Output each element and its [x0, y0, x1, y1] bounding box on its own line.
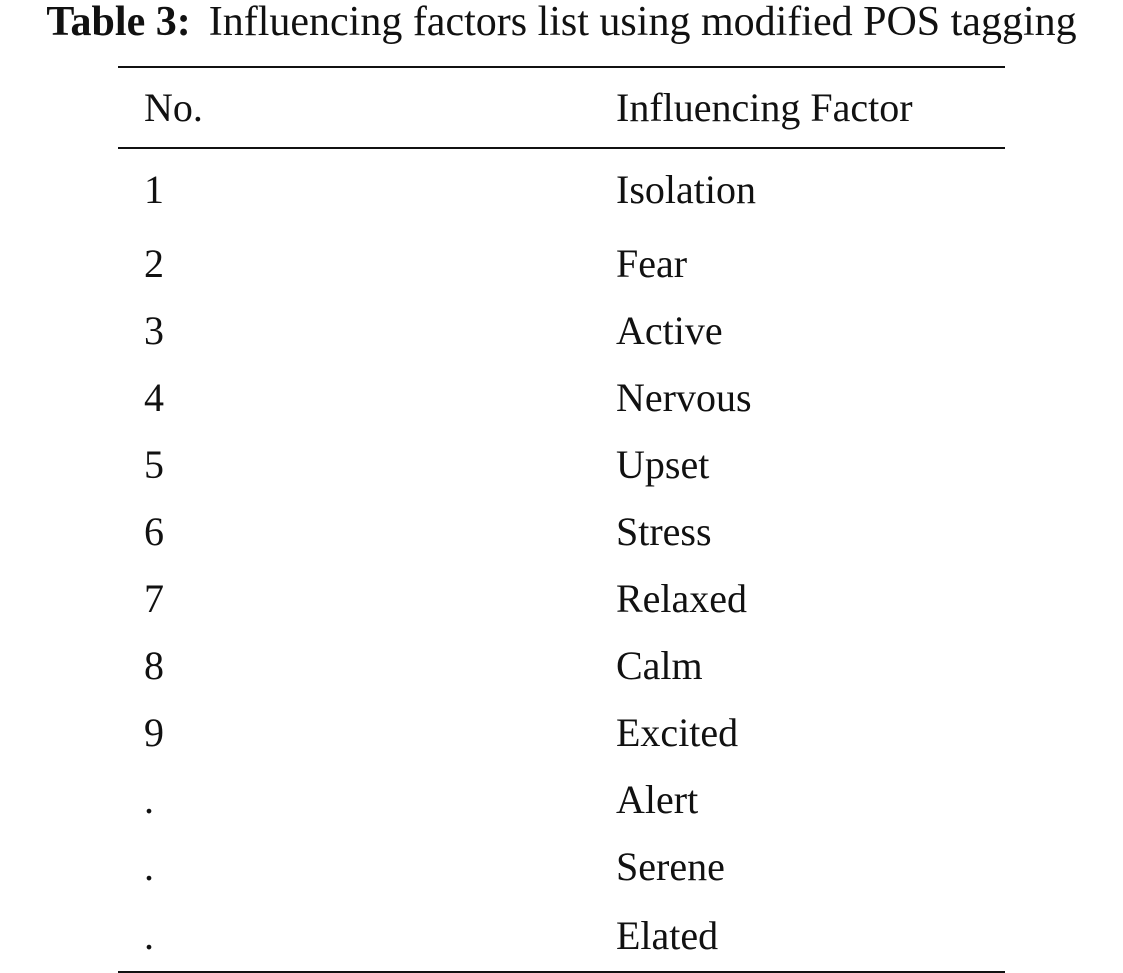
- cell-no: .: [144, 777, 154, 822]
- cell-factor: Relaxed: [616, 576, 748, 621]
- table-row: [118, 900, 1005, 972]
- influencing-factors-table: [118, 66, 1005, 973]
- table-row: [118, 699, 1005, 766]
- cell-no: 1: [144, 167, 164, 212]
- cell-no: 8: [144, 643, 164, 688]
- table-container: [118, 66, 1005, 973]
- cell-factor: Elated: [616, 913, 719, 958]
- table-row: [118, 148, 1005, 230]
- caption-text: Influencing factors list using modified POS tagging: [208, 0, 1077, 45]
- cell-no: 4: [144, 375, 164, 420]
- table-row: [118, 833, 1005, 900]
- table-row: [118, 498, 1005, 565]
- cell-no: 7: [144, 576, 164, 621]
- table-caption: [0, 0, 1123, 48]
- cell-factor: Isolation: [616, 167, 756, 212]
- table-row: [118, 766, 1005, 833]
- cell-no: .: [144, 913, 154, 958]
- header-no: No.: [144, 85, 203, 130]
- cell-factor: Alert: [616, 777, 699, 822]
- cell-no: 6: [144, 509, 164, 554]
- cell-factor: Nervous: [616, 375, 752, 420]
- cell-no: .: [144, 844, 154, 889]
- table-row: [118, 632, 1005, 699]
- cell-factor: Upset: [616, 442, 710, 487]
- table-body: [118, 148, 1005, 972]
- table-row: [118, 297, 1005, 364]
- table-row: [118, 364, 1005, 431]
- cell-no: 9: [144, 710, 164, 755]
- cell-factor: Serene: [616, 844, 725, 889]
- table-row: [118, 431, 1005, 498]
- header-factor: Influencing Factor: [616, 85, 913, 130]
- cell-factor: Excited: [616, 710, 739, 755]
- cell-factor: Active: [616, 308, 723, 353]
- cell-no: 3: [144, 308, 164, 353]
- cell-no: 2: [144, 241, 164, 286]
- caption-label: Table 3:: [46, 0, 191, 45]
- cell-factor: Calm: [616, 643, 703, 688]
- cell-factor: Stress: [616, 509, 712, 554]
- cell-factor: Fear: [616, 241, 688, 286]
- cell-no: 5: [144, 442, 164, 487]
- table-row: [118, 565, 1005, 632]
- header-row: [118, 67, 1005, 148]
- table-row: [118, 230, 1005, 297]
